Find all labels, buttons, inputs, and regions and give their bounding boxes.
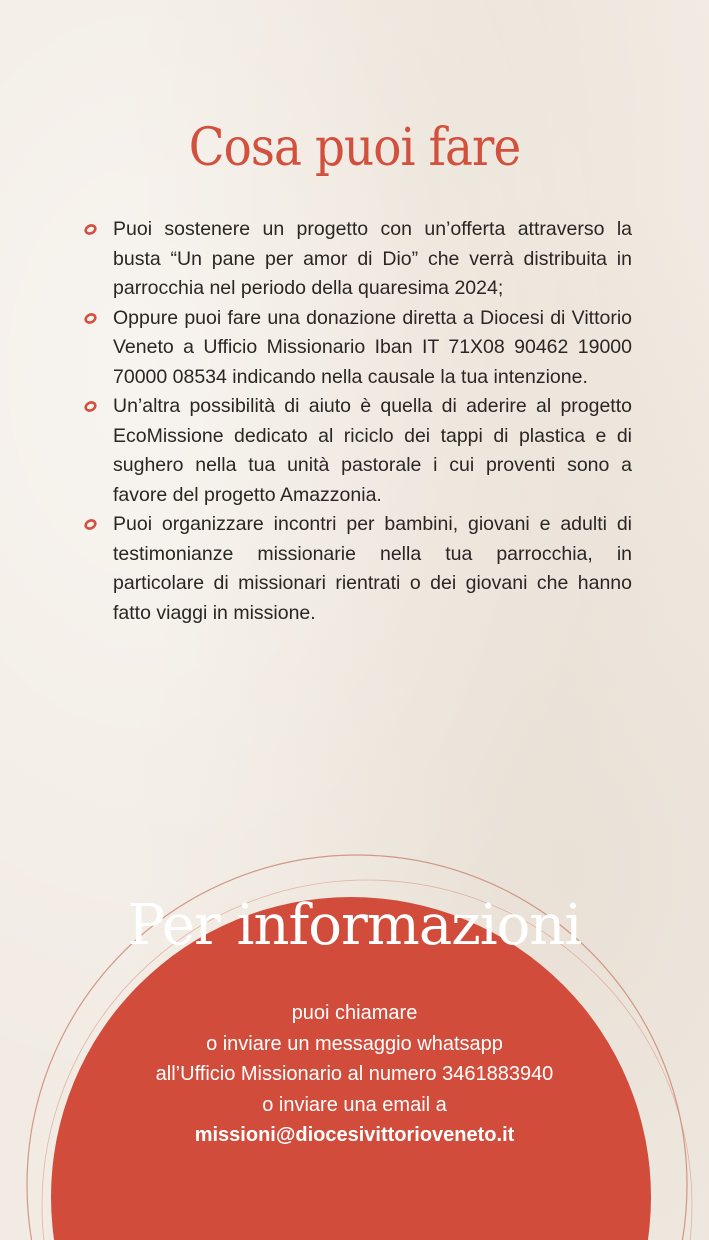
info-line: o inviare un messaggio whatsapp [206,1032,503,1055]
info-title: Per informazioni [127,893,582,958]
info-line: puoi chiamare [291,1002,418,1024]
page-title: Cosa puoi fare [188,118,521,178]
email-link[interactable]: missioni@diocesivittorioveneto.it [194,1124,515,1146]
list-item-text: Puoi organizzare incontri per bambini, giovani e adulti di testimonianze missionarie nella tua parrocchia, in particolare di missionari rientrati o dei giovani che hanno fatto viaggi in missione. [113,513,632,624]
info-contact-text [0,998,709,1151]
info-line: o inviare una email a [262,1093,447,1116]
list-item-text: Puoi sostenere un progetto con un’offerta attraverso la busta “Un pane per amor di Dio” che verrà distribuita in parrocchia nel periodo della quaresima 2024; [113,218,632,299]
list-item-text: Oppure puoi fare una donazione diretta a Diocesi di Vittorio Veneto a Ufficio Missionario Iban IT 71X08 90462 19000 70000 08534 indicando nella causale la tua intenzione. [113,306,632,388]
info-line: all’Ufficio Missionario al numero 3461883940 [155,1063,554,1085]
list-item-text: Un’altra possibilità di aiuto è quella di aderire al progetto EcoMissione dedicato al riciclo dei tappi di plastica e di sughero nella tua unità pastorale i cui proventi sono a favore del progetto Amazzonia. [113,395,632,506]
